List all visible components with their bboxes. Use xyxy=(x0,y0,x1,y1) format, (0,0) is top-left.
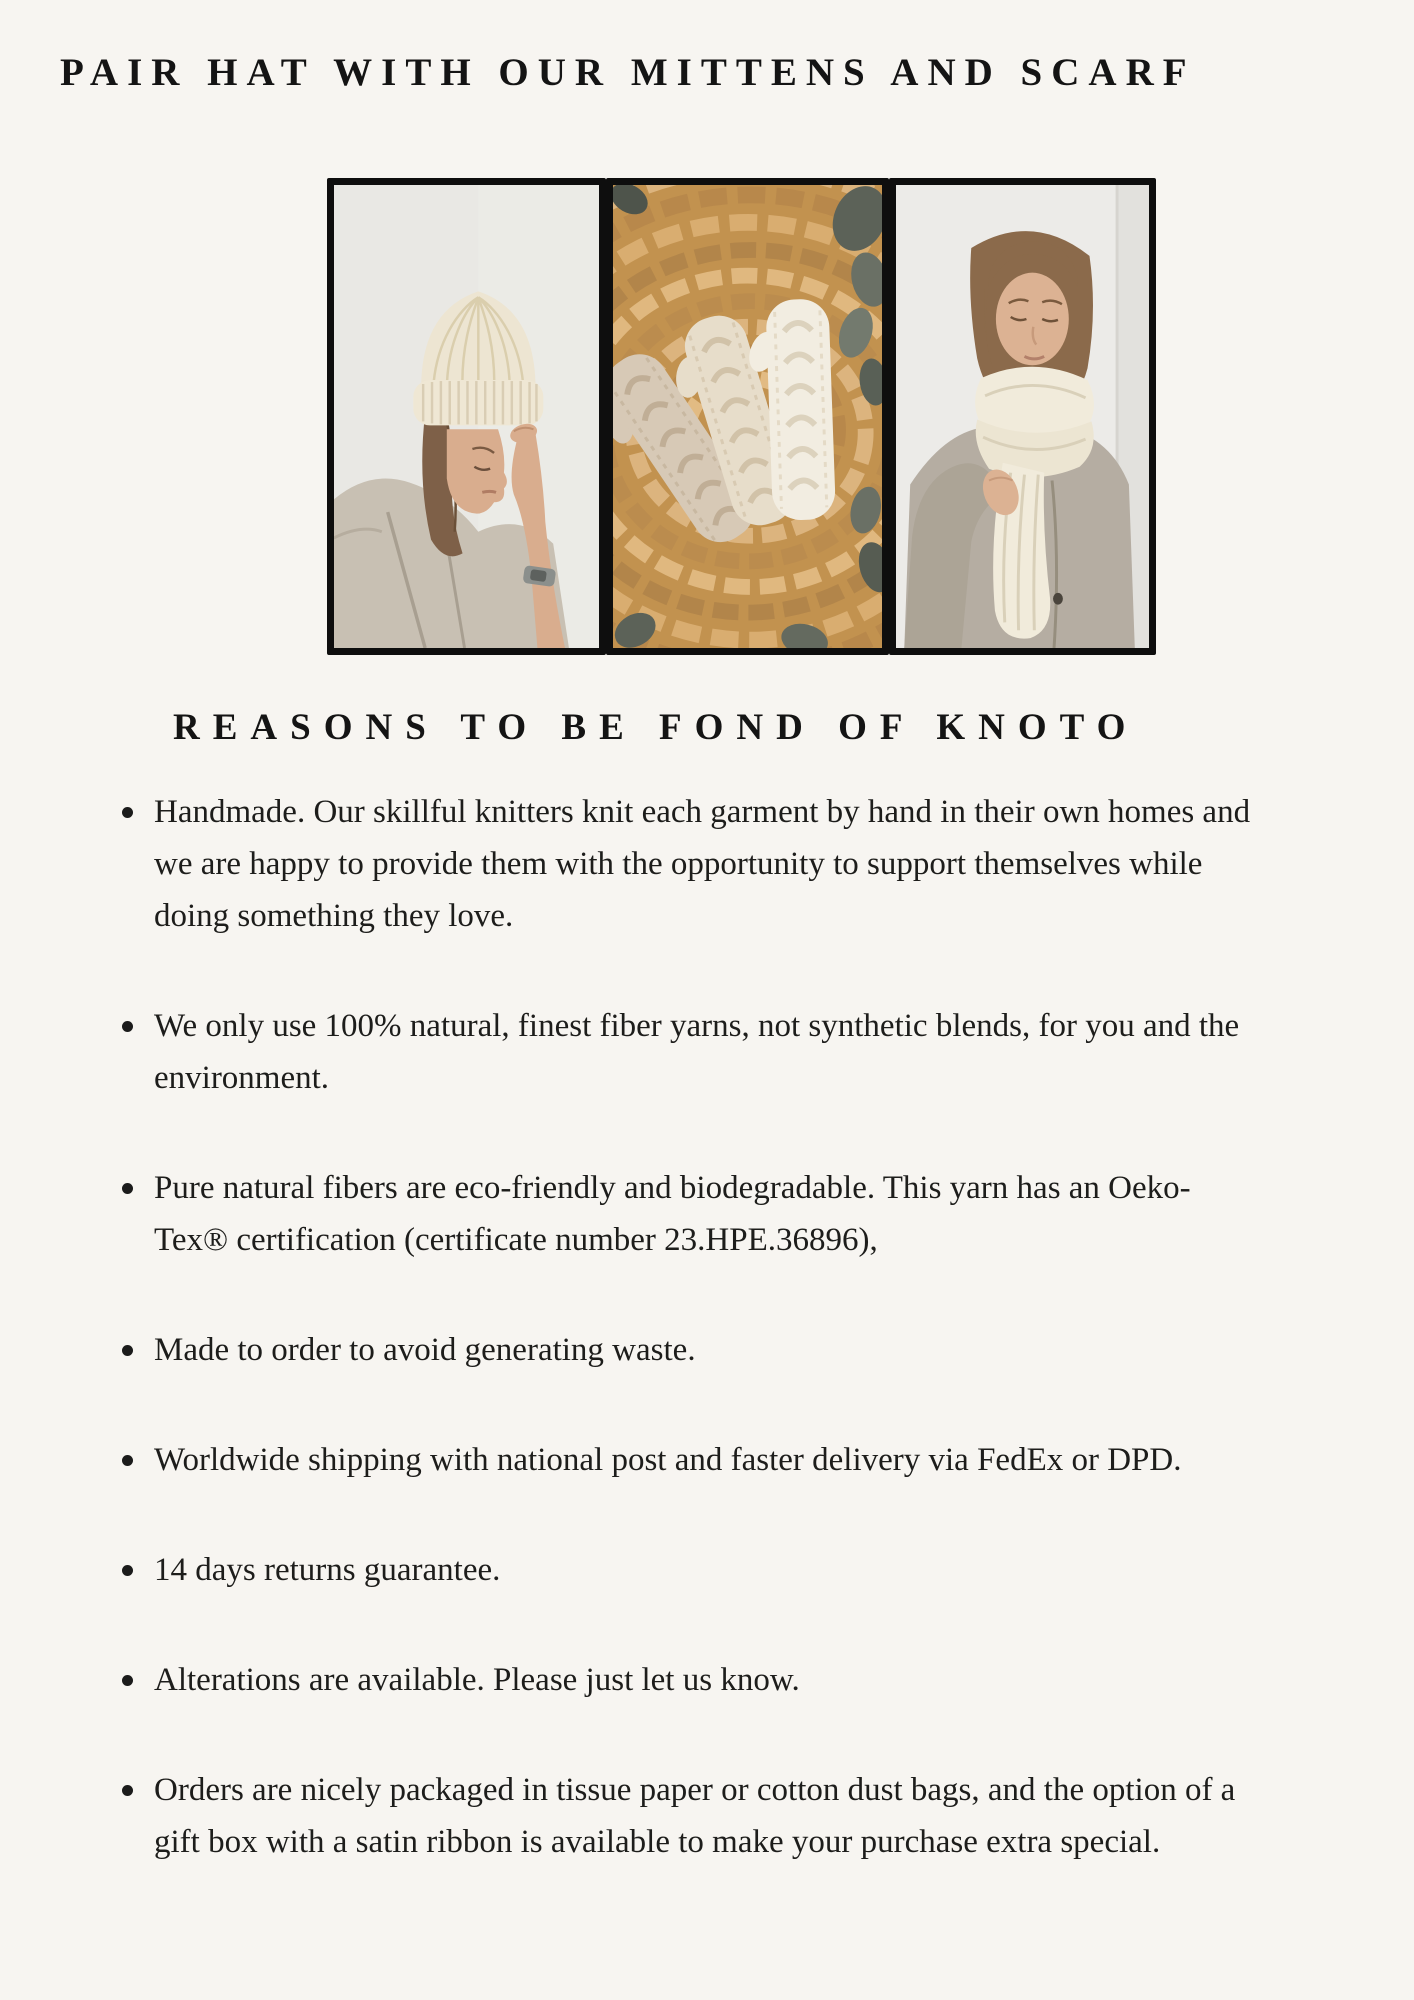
reason-item-alterations: Alterations are available. Please just let us know. xyxy=(119,1654,1259,1706)
face-shape xyxy=(447,429,507,513)
scarf-model-photo xyxy=(896,185,1149,648)
section-heading: REASONS TO BE FOND OF KNOTO xyxy=(173,707,1139,748)
reason-item-natural-yarns: We only use 100% natural, finest fiber yarns, not synthetic blends, for you and the environment. xyxy=(119,1000,1259,1104)
photo-scarf-model xyxy=(889,178,1156,655)
page-title: PAIR HAT WITH OUR MITTENS AND SCARF xyxy=(60,51,1196,94)
photo-mittens-flatlay xyxy=(606,178,889,655)
reason-item-shipping: Worldwide shipping with national post and faster delivery via FedEx or DPD. xyxy=(119,1434,1259,1486)
photo-hat-model xyxy=(327,178,606,655)
photo-gallery xyxy=(327,178,1156,655)
hat-model-photo xyxy=(334,185,599,648)
reason-item-eco-friendly: Pure natural fibers are eco-friendly and biodegradable. This yarn has an Oeko-Tex® certification (certificate number 23.HPE.36896), xyxy=(119,1162,1259,1266)
reason-item-handmade: Handmade. Our skillful knitters knit each garment by hand in their own homes and we are happy to provide them with the opportunity to support themselves while doing something they love. xyxy=(119,786,1259,942)
reasons-list xyxy=(119,786,1259,1926)
reason-item-made-to-order: Made to order to avoid generating waste. xyxy=(119,1324,1259,1376)
mittens-flatlay-photo xyxy=(613,185,882,648)
reason-item-returns: 14 days returns guarantee. xyxy=(119,1544,1259,1596)
reason-item-packaging: Orders are nicely packaged in tissue paper or cotton dust bags, and the option of a gift box with a satin ribbon is available to make your purchase extra special. xyxy=(119,1764,1259,1868)
